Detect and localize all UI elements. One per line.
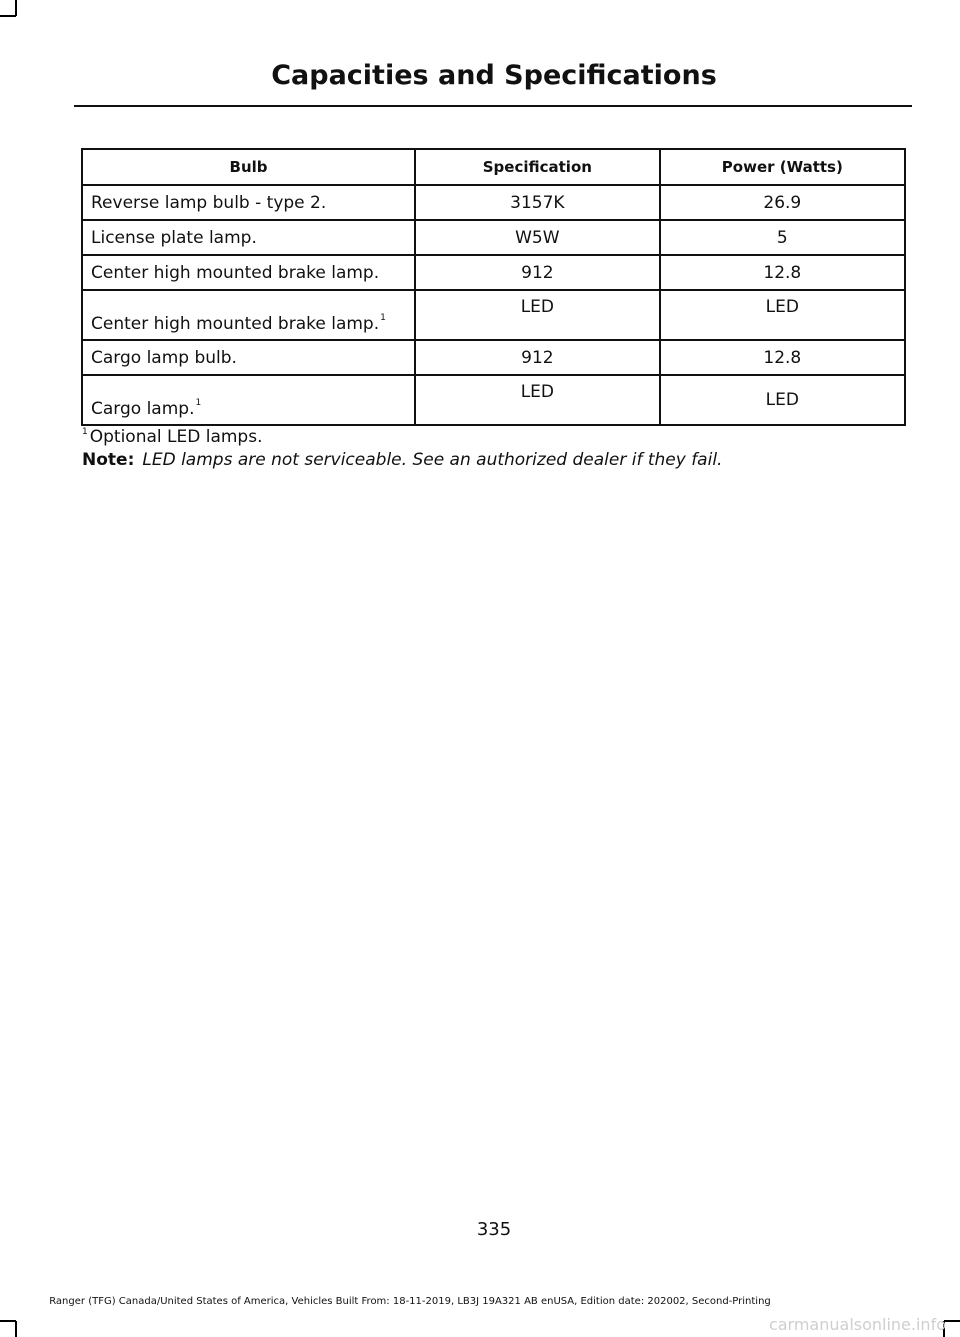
specification-cell: W5W: [415, 220, 660, 255]
table-row: [82, 290, 905, 340]
footnote-text: Optional LED lamps.: [89, 427, 263, 447]
title-divider: [74, 105, 912, 107]
power-cell: 26.9: [660, 185, 905, 220]
bulb-cell: [82, 255, 415, 290]
crop-mark: [0, 15, 16, 17]
crop-mark: [15, 1321, 17, 1337]
table-row: [82, 340, 905, 375]
specification-cell: LED: [415, 375, 660, 425]
column-header-power: Power (Watts): [660, 149, 905, 185]
table-row: [82, 185, 905, 220]
power-cell: LED: [660, 290, 905, 340]
specification-cell: 3157K: [415, 185, 660, 220]
footnote-marker: 1: [195, 398, 202, 408]
crop-mark: [944, 1320, 960, 1322]
specification-cell: 912: [415, 255, 660, 290]
bulb-name: Cargo lamp.: [91, 399, 195, 419]
table-row: [82, 255, 905, 290]
footnote-number: 1: [82, 427, 88, 437]
service-note: [82, 450, 722, 470]
table-row: [82, 220, 905, 255]
bulb-cell: [82, 290, 415, 340]
bulb-name: Reverse lamp bulb - type 2.: [91, 192, 327, 213]
table-header-row: [82, 149, 905, 185]
page-title: Capacities and Specifications: [271, 60, 717, 91]
document-footer: Ranger (TFG) Canada/United States of America, Vehicles Built From: 18-11-2019, LB3J 19A321 AB enUSA, Edition date: 202002, Second-Printing: [49, 1296, 771, 1307]
power-cell: 12.8: [660, 340, 905, 375]
page-number: 335: [476, 1219, 512, 1240]
bulb-cell: [82, 340, 415, 375]
power-cell: LED: [660, 375, 905, 425]
footnote-marker: 1: [380, 313, 386, 323]
bulb-name: License plate lamp.: [91, 227, 257, 248]
crop-mark: [0, 1320, 16, 1322]
bulb-name: Center high mounted brake lamp.: [91, 314, 380, 334]
table-footnote: [82, 427, 262, 447]
table-row: [82, 375, 905, 425]
note-text: LED lamps are not serviceable. See an authorized dealer if they fail.: [142, 450, 723, 470]
bulb-cell: [82, 185, 415, 220]
bulb-name: Center high mounted brake lamp.: [91, 262, 380, 283]
power-cell: 5: [660, 220, 905, 255]
column-header-bulb: Bulb: [82, 149, 415, 185]
crop-mark: [15, 0, 17, 16]
bulb-specification-table: [81, 148, 906, 426]
column-header-specification: Specification: [415, 149, 660, 185]
note-label: Note:: [82, 450, 135, 470]
bulb-cell: [82, 375, 415, 425]
bulb-name: Cargo lamp bulb.: [91, 347, 237, 368]
watermark: carmanualsonline.info: [768, 1315, 946, 1334]
power-cell: 12.8: [660, 255, 905, 290]
specification-cell: 912: [415, 340, 660, 375]
bulb-cell: [82, 220, 415, 255]
specification-cell: LED: [415, 290, 660, 340]
